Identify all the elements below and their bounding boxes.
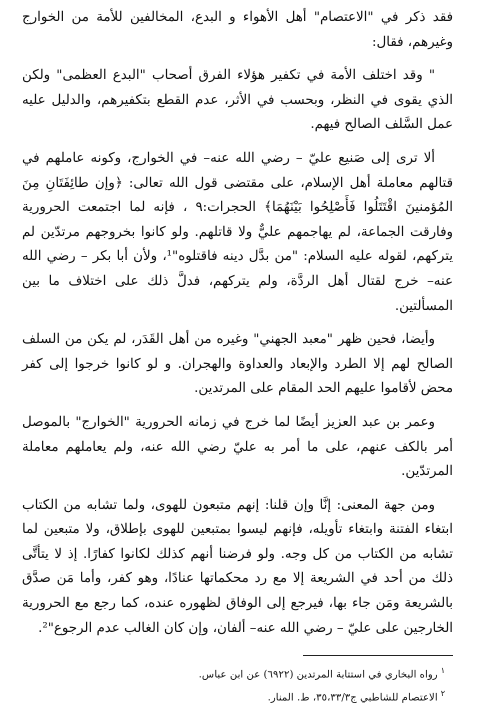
footnote-2-mark: ٢ [440,688,445,698]
footnote-2-text: الاعتصام للشاطبي ج٣٥،٣٣/٣، ط. المنار. [267,692,438,704]
paragraph-intro: فقد ذكر في "الاعتصام" أهل الأهواء و البدع، المخالفين للأمة من الخوارج وغيرهم، فقال: [22,10,453,50]
footnote-divider [303,655,453,656]
paragraph-meaning: ومن جهة المعنى: إنَّا وإن قلنا: إنهم متبعون للهوى، ولما تشابه من الكتاب ابتغاء الفتنة وابتغاء تأويله، فإنهم ليسوا بمتبعين للهوى بإطلاق، ولا متبعين لما تشابه من الكتاب من كل وجه. ولو فرضنا أنهم كذلك لكانوا كفارًا. إذ لا يتأتَّى ذلك من أحد في الشريعة إلا مع رد محكماتها عنادًا، وهو كفر، وأما مَن صدَّق بالشريعة ومَن جاء بها، فيرجع إلى الوفاق لظهوره عنده، كما رجع مع الحرورية الخارجين على عليّ – رضي الله عنه– ألفان، وإن كان الغالب عدم الرجوع"². [22,497,453,636]
paragraph-umar-abdulaziz: وعمر بن عبد العزيز أيضًا لما خرج في زمانه الحرورية "الخوارج" بالموصل أمر بالكف عنهم، على ما أمر به عليّ رضي الله عنه، ولم يعاملهم معاملة المرتدّين. [22,414,453,480]
footnote-1 [22,662,445,684]
footnote-1-text: رواه البخاري في استتابة المرتدين (٦٩٢٢) عن ابن عباس. [198,669,438,681]
footnote-1-mark: ١ [440,666,445,676]
paragraph-mabad-juhani: وأيضا، فحين ظهر "معبد الجهني" وغيره من أهل القَدَر، لم يكن من السلف الصالح لهم إلا الطرد والإبعاد والعداوة والهجران. و لو كانوا خرجوا إلى كفر محض لأقاموا عليهم الحد المقام على المرتدين. [22,332,453,397]
paragraph-ali-khawarij: ألا ترى إلى صَنيع عليّ – رضي الله عنه– في الخوارج، وكونه عاملهم في قتالهم معاملة أهل الإسلام، على مقتضى قول الله تعالى: ﴿وإن طائِفَتَانِ مِنَ المُؤمنينَ اقْتَتَلُوا فَأَصْلِحُوا بَيْنَهُمَا﴾ الحجرات:٩ ، فإنه لما اجتمعت الحرورية وفارقت الجماعة، لم يهاجمهم عليٌّ ولا قاتلهم. ولو كانوا بخروجهم مرتدّين لم يتركهم، لقوله عليه السلام: "من بدَّل دينه فاقتلوه"¹، ولأن أبا بكر – رضي الله عنه– خرج لقتال أهل الردَّة، ولم يتركهم، فدلَّ ذلك على اختلاف ما بين المسألتين. [22,150,453,314]
paragraph-quote-start: " وقد اختلف الأمة في تكفير هؤلاء الفرق أصحاب "البدع العظمى" ولكن الذي يقوى في النظر، وبحسب في الأثر، عدم القطع بتكفيرهم، والدليل عليه عمل السَّلف الصالح فيهم. [22,68,453,133]
footnote-2 [22,685,445,707]
